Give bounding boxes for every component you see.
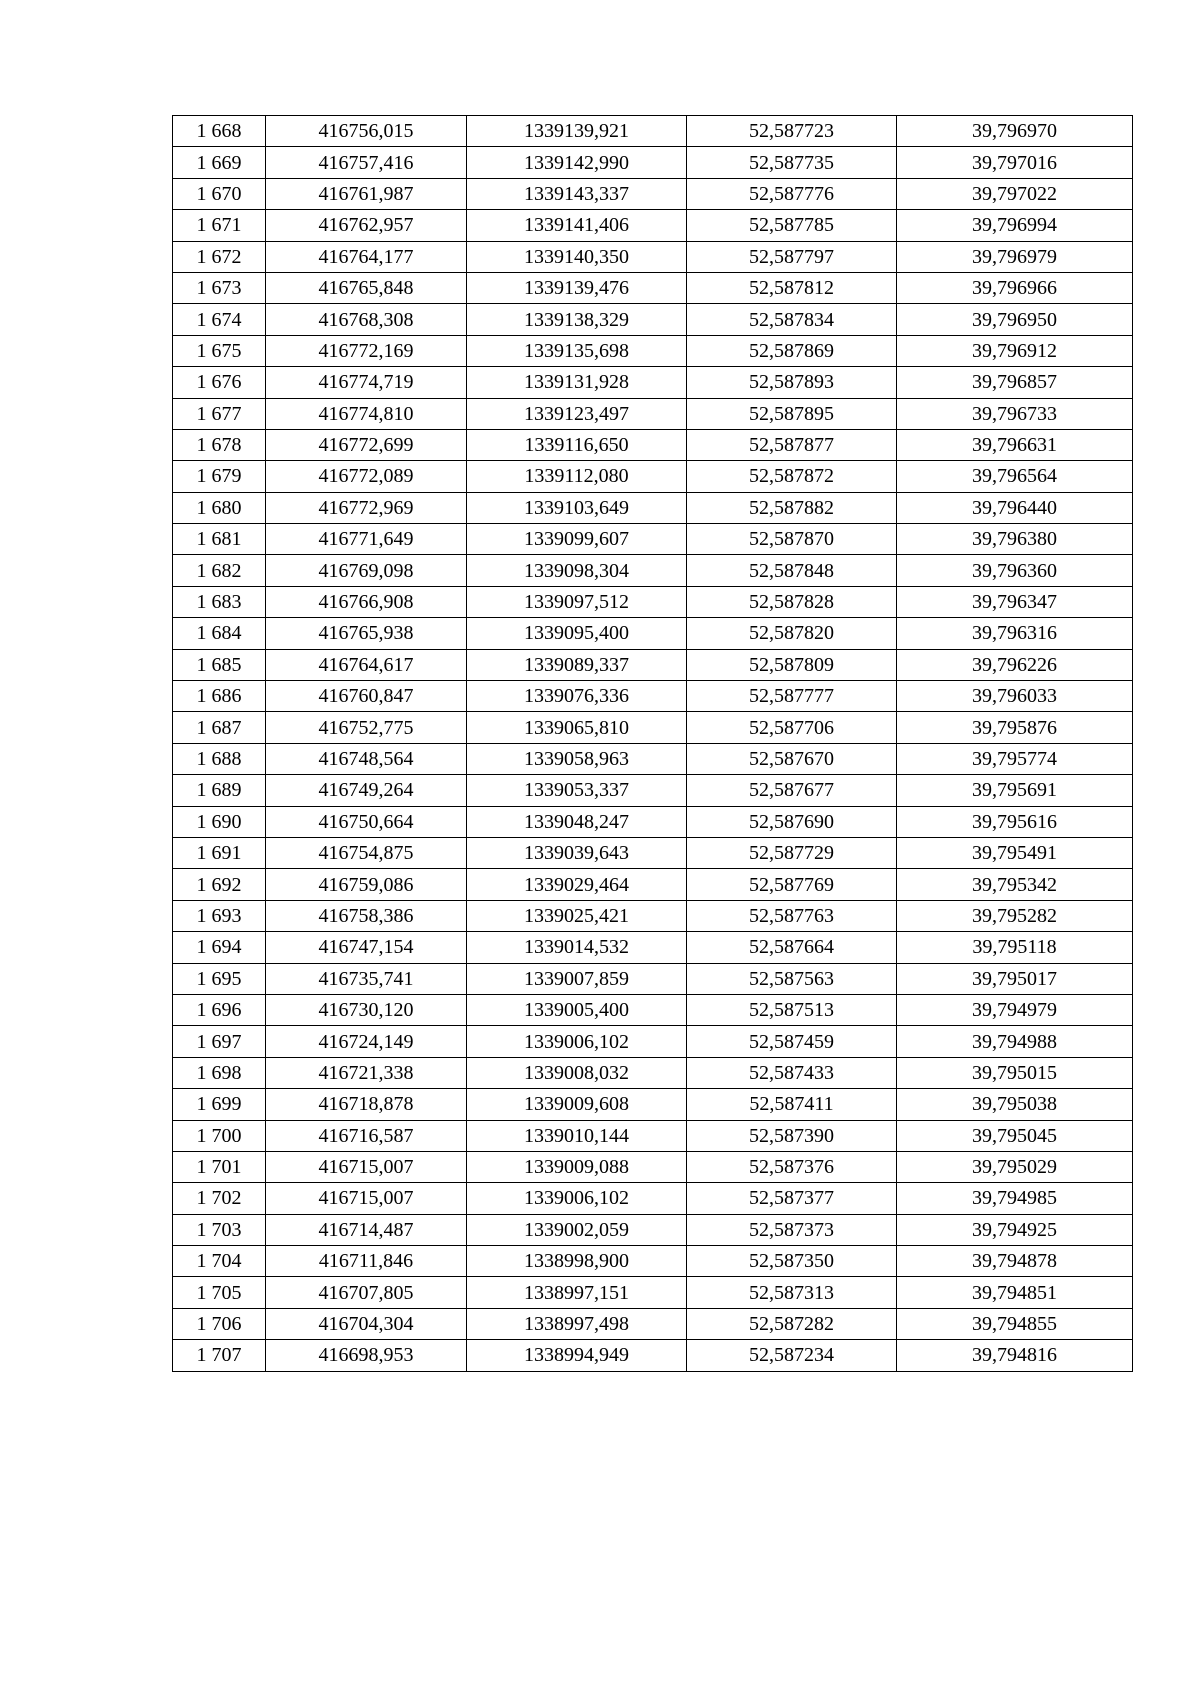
point-number-cell: 1 700 — [173, 1120, 266, 1151]
latitude-cell: 52,587872 — [687, 461, 897, 492]
table-row — [173, 1214, 1133, 1245]
point-number-cell: 1 685 — [173, 649, 266, 680]
table-row — [173, 994, 1133, 1025]
point-number-cell: 1 688 — [173, 743, 266, 774]
table-row — [173, 335, 1133, 366]
latitude-cell: 52,587848 — [687, 555, 897, 586]
longitude-cell: 39,796857 — [897, 367, 1133, 398]
latitude-cell: 52,587433 — [687, 1057, 897, 1088]
table-row — [173, 649, 1133, 680]
x-coordinate-cell: 416748,564 — [266, 743, 467, 774]
latitude-cell: 52,587513 — [687, 994, 897, 1025]
longitude-cell: 39,797022 — [897, 178, 1133, 209]
y-coordinate-cell: 1339131,928 — [467, 367, 687, 398]
point-number-cell: 1 707 — [173, 1340, 266, 1371]
latitude-cell: 52,587869 — [687, 335, 897, 366]
x-coordinate-cell: 416715,007 — [266, 1183, 467, 1214]
longitude-cell: 39,796380 — [897, 524, 1133, 555]
x-coordinate-cell: 416714,487 — [266, 1214, 467, 1245]
table-row — [173, 712, 1133, 743]
latitude-cell: 52,587809 — [687, 649, 897, 680]
coordinates-table — [172, 115, 1133, 1372]
x-coordinate-cell: 416774,810 — [266, 398, 467, 429]
point-number-cell: 1 703 — [173, 1214, 266, 1245]
longitude-cell: 39,797016 — [897, 147, 1133, 178]
coordinates-table-body — [173, 116, 1133, 1372]
table-row — [173, 367, 1133, 398]
longitude-cell: 39,796912 — [897, 335, 1133, 366]
y-coordinate-cell: 1339002,059 — [467, 1214, 687, 1245]
y-coordinate-cell: 1339138,329 — [467, 304, 687, 335]
longitude-cell: 39,796950 — [897, 304, 1133, 335]
longitude-cell: 39,795491 — [897, 837, 1133, 868]
longitude-cell: 39,796347 — [897, 586, 1133, 617]
latitude-cell: 52,587723 — [687, 116, 897, 147]
latitude-cell: 52,587350 — [687, 1246, 897, 1277]
x-coordinate-cell: 416756,015 — [266, 116, 467, 147]
x-coordinate-cell: 416698,953 — [266, 1340, 467, 1371]
latitude-cell: 52,587664 — [687, 932, 897, 963]
table-row — [173, 210, 1133, 241]
x-coordinate-cell: 416765,848 — [266, 272, 467, 303]
y-coordinate-cell: 1339141,406 — [467, 210, 687, 241]
longitude-cell: 39,795017 — [897, 963, 1133, 994]
point-number-cell: 1 668 — [173, 116, 266, 147]
latitude-cell: 52,587563 — [687, 963, 897, 994]
latitude-cell: 52,587459 — [687, 1026, 897, 1057]
longitude-cell: 39,796226 — [897, 649, 1133, 680]
latitude-cell: 52,587877 — [687, 429, 897, 460]
longitude-cell: 39,795038 — [897, 1089, 1133, 1120]
latitude-cell: 52,587729 — [687, 837, 897, 868]
x-coordinate-cell: 416769,098 — [266, 555, 467, 586]
longitude-cell: 39,796994 — [897, 210, 1133, 241]
y-coordinate-cell: 1339025,421 — [467, 900, 687, 931]
latitude-cell: 52,587870 — [687, 524, 897, 555]
longitude-cell: 39,796631 — [897, 429, 1133, 460]
point-number-cell: 1 690 — [173, 806, 266, 837]
table-row — [173, 241, 1133, 272]
x-coordinate-cell: 416768,308 — [266, 304, 467, 335]
table-row — [173, 1026, 1133, 1057]
latitude-cell: 52,587797 — [687, 241, 897, 272]
y-coordinate-cell: 1339065,810 — [467, 712, 687, 743]
point-number-cell: 1 697 — [173, 1026, 266, 1057]
point-number-cell: 1 701 — [173, 1151, 266, 1182]
x-coordinate-cell: 416749,264 — [266, 775, 467, 806]
x-coordinate-cell: 416747,154 — [266, 932, 467, 963]
longitude-cell: 39,795118 — [897, 932, 1133, 963]
y-coordinate-cell: 1338997,151 — [467, 1277, 687, 1308]
longitude-cell: 39,794816 — [897, 1340, 1133, 1371]
y-coordinate-cell: 1339099,607 — [467, 524, 687, 555]
latitude-cell: 52,587677 — [687, 775, 897, 806]
point-number-cell: 1 674 — [173, 304, 266, 335]
latitude-cell: 52,587763 — [687, 900, 897, 931]
table-row — [173, 272, 1133, 303]
y-coordinate-cell: 1339006,102 — [467, 1026, 687, 1057]
latitude-cell: 52,587893 — [687, 367, 897, 398]
y-coordinate-cell: 1339010,144 — [467, 1120, 687, 1151]
point-number-cell: 1 692 — [173, 869, 266, 900]
longitude-cell: 39,796440 — [897, 492, 1133, 523]
y-coordinate-cell: 1339009,608 — [467, 1089, 687, 1120]
table-row — [173, 837, 1133, 868]
x-coordinate-cell: 416716,587 — [266, 1120, 467, 1151]
latitude-cell: 52,587390 — [687, 1120, 897, 1151]
point-number-cell: 1 670 — [173, 178, 266, 209]
x-coordinate-cell: 416752,775 — [266, 712, 467, 743]
point-number-cell: 1 676 — [173, 367, 266, 398]
x-coordinate-cell: 416721,338 — [266, 1057, 467, 1088]
x-coordinate-cell: 416772,699 — [266, 429, 467, 460]
point-number-cell: 1 675 — [173, 335, 266, 366]
latitude-cell: 52,587282 — [687, 1308, 897, 1339]
table-row — [173, 116, 1133, 147]
table-row — [173, 1183, 1133, 1214]
y-coordinate-cell: 1339112,080 — [467, 461, 687, 492]
table-row — [173, 806, 1133, 837]
longitude-cell: 39,796733 — [897, 398, 1133, 429]
table-row — [173, 492, 1133, 523]
latitude-cell: 52,587690 — [687, 806, 897, 837]
table-row — [173, 869, 1133, 900]
y-coordinate-cell: 1339008,032 — [467, 1057, 687, 1088]
table-row — [173, 398, 1133, 429]
y-coordinate-cell: 1339006,102 — [467, 1183, 687, 1214]
longitude-cell: 39,795774 — [897, 743, 1133, 774]
x-coordinate-cell: 416750,664 — [266, 806, 467, 837]
latitude-cell: 52,587812 — [687, 272, 897, 303]
longitude-cell: 39,794855 — [897, 1308, 1133, 1339]
table-row — [173, 1057, 1133, 1088]
table-row — [173, 1308, 1133, 1339]
point-number-cell: 1 684 — [173, 618, 266, 649]
x-coordinate-cell: 416757,416 — [266, 147, 467, 178]
y-coordinate-cell: 1339039,643 — [467, 837, 687, 868]
longitude-cell: 39,795015 — [897, 1057, 1133, 1088]
y-coordinate-cell: 1339143,337 — [467, 178, 687, 209]
table-row — [173, 932, 1133, 963]
y-coordinate-cell: 1339116,650 — [467, 429, 687, 460]
table-row — [173, 461, 1133, 492]
point-number-cell: 1 681 — [173, 524, 266, 555]
table-row — [173, 900, 1133, 931]
table-row — [173, 775, 1133, 806]
table-row — [173, 681, 1133, 712]
x-coordinate-cell: 416772,089 — [266, 461, 467, 492]
x-coordinate-cell: 416707,805 — [266, 1277, 467, 1308]
point-number-cell: 1 679 — [173, 461, 266, 492]
longitude-cell: 39,796564 — [897, 461, 1133, 492]
x-coordinate-cell: 416704,304 — [266, 1308, 467, 1339]
point-number-cell: 1 696 — [173, 994, 266, 1025]
longitude-cell: 39,795029 — [897, 1151, 1133, 1182]
latitude-cell: 52,587706 — [687, 712, 897, 743]
y-coordinate-cell: 1339139,921 — [467, 116, 687, 147]
table-row — [173, 743, 1133, 774]
x-coordinate-cell: 416771,649 — [266, 524, 467, 555]
point-number-cell: 1 699 — [173, 1089, 266, 1120]
latitude-cell: 52,587834 — [687, 304, 897, 335]
x-coordinate-cell: 416772,969 — [266, 492, 467, 523]
table-row — [173, 1246, 1133, 1277]
x-coordinate-cell: 416766,908 — [266, 586, 467, 617]
point-number-cell: 1 698 — [173, 1057, 266, 1088]
point-number-cell: 1 695 — [173, 963, 266, 994]
point-number-cell: 1 669 — [173, 147, 266, 178]
longitude-cell: 39,796033 — [897, 681, 1133, 712]
longitude-cell: 39,794979 — [897, 994, 1133, 1025]
x-coordinate-cell: 416718,878 — [266, 1089, 467, 1120]
latitude-cell: 52,587313 — [687, 1277, 897, 1308]
x-coordinate-cell: 416724,149 — [266, 1026, 467, 1057]
y-coordinate-cell: 1338994,949 — [467, 1340, 687, 1371]
x-coordinate-cell: 416764,617 — [266, 649, 467, 680]
point-number-cell: 1 686 — [173, 681, 266, 712]
x-coordinate-cell: 416711,846 — [266, 1246, 467, 1277]
longitude-cell: 39,794988 — [897, 1026, 1133, 1057]
y-coordinate-cell: 1339097,512 — [467, 586, 687, 617]
latitude-cell: 52,587776 — [687, 178, 897, 209]
y-coordinate-cell: 1339098,304 — [467, 555, 687, 586]
table-row — [173, 1151, 1133, 1182]
point-number-cell: 1 694 — [173, 932, 266, 963]
y-coordinate-cell: 1338998,900 — [467, 1246, 687, 1277]
x-coordinate-cell: 416761,987 — [266, 178, 467, 209]
point-number-cell: 1 689 — [173, 775, 266, 806]
latitude-cell: 52,587373 — [687, 1214, 897, 1245]
latitude-cell: 52,587376 — [687, 1151, 897, 1182]
latitude-cell: 52,587769 — [687, 869, 897, 900]
x-coordinate-cell: 416758,386 — [266, 900, 467, 931]
latitude-cell: 52,587785 — [687, 210, 897, 241]
y-coordinate-cell: 1339076,336 — [467, 681, 687, 712]
y-coordinate-cell: 1339089,337 — [467, 649, 687, 680]
point-number-cell: 1 680 — [173, 492, 266, 523]
y-coordinate-cell: 1339142,990 — [467, 147, 687, 178]
table-row — [173, 1120, 1133, 1151]
longitude-cell: 39,796360 — [897, 555, 1133, 586]
table-row — [173, 1340, 1133, 1371]
table-row — [173, 1277, 1133, 1308]
point-number-cell: 1 702 — [173, 1183, 266, 1214]
longitude-cell: 39,795691 — [897, 775, 1133, 806]
table-row — [173, 555, 1133, 586]
table-row — [173, 304, 1133, 335]
latitude-cell: 52,587735 — [687, 147, 897, 178]
x-coordinate-cell: 416772,169 — [266, 335, 467, 366]
latitude-cell: 52,587882 — [687, 492, 897, 523]
x-coordinate-cell: 416754,875 — [266, 837, 467, 868]
latitude-cell: 52,587670 — [687, 743, 897, 774]
point-number-cell: 1 672 — [173, 241, 266, 272]
y-coordinate-cell: 1339058,963 — [467, 743, 687, 774]
point-number-cell: 1 704 — [173, 1246, 266, 1277]
y-coordinate-cell: 1339140,350 — [467, 241, 687, 272]
x-coordinate-cell: 416715,007 — [266, 1151, 467, 1182]
longitude-cell: 39,795342 — [897, 869, 1133, 900]
longitude-cell: 39,794985 — [897, 1183, 1133, 1214]
table-row — [173, 1089, 1133, 1120]
table-row — [173, 524, 1133, 555]
table-row — [173, 147, 1133, 178]
x-coordinate-cell: 416774,719 — [266, 367, 467, 398]
y-coordinate-cell: 1339103,649 — [467, 492, 687, 523]
x-coordinate-cell: 416765,938 — [266, 618, 467, 649]
table-row — [173, 429, 1133, 460]
point-number-cell: 1 691 — [173, 837, 266, 868]
longitude-cell: 39,795876 — [897, 712, 1133, 743]
point-number-cell: 1 705 — [173, 1277, 266, 1308]
table-row — [173, 178, 1133, 209]
longitude-cell: 39,794851 — [897, 1277, 1133, 1308]
y-coordinate-cell: 1339007,859 — [467, 963, 687, 994]
point-number-cell: 1 678 — [173, 429, 266, 460]
point-number-cell: 1 682 — [173, 555, 266, 586]
latitude-cell: 52,587777 — [687, 681, 897, 712]
y-coordinate-cell: 1339009,088 — [467, 1151, 687, 1182]
latitude-cell: 52,587820 — [687, 618, 897, 649]
y-coordinate-cell: 1339005,400 — [467, 994, 687, 1025]
x-coordinate-cell: 416730,120 — [266, 994, 467, 1025]
longitude-cell: 39,796966 — [897, 272, 1133, 303]
longitude-cell: 39,796979 — [897, 241, 1133, 272]
latitude-cell: 52,587234 — [687, 1340, 897, 1371]
y-coordinate-cell: 1339053,337 — [467, 775, 687, 806]
y-coordinate-cell: 1339139,476 — [467, 272, 687, 303]
point-number-cell: 1 677 — [173, 398, 266, 429]
longitude-cell: 39,796316 — [897, 618, 1133, 649]
x-coordinate-cell: 416762,957 — [266, 210, 467, 241]
point-number-cell: 1 687 — [173, 712, 266, 743]
longitude-cell: 39,795045 — [897, 1120, 1133, 1151]
table-row — [173, 586, 1133, 617]
y-coordinate-cell: 1339095,400 — [467, 618, 687, 649]
point-number-cell: 1 706 — [173, 1308, 266, 1339]
longitude-cell: 39,794878 — [897, 1246, 1133, 1277]
longitude-cell: 39,794925 — [897, 1214, 1133, 1245]
x-coordinate-cell: 416759,086 — [266, 869, 467, 900]
point-number-cell: 1 693 — [173, 900, 266, 931]
table-row — [173, 963, 1133, 994]
y-coordinate-cell: 1339014,532 — [467, 932, 687, 963]
point-number-cell: 1 671 — [173, 210, 266, 241]
longitude-cell: 39,795282 — [897, 900, 1133, 931]
longitude-cell: 39,796970 — [897, 116, 1133, 147]
y-coordinate-cell: 1339029,464 — [467, 869, 687, 900]
point-number-cell: 1 673 — [173, 272, 266, 303]
point-number-cell: 1 683 — [173, 586, 266, 617]
latitude-cell: 52,587895 — [687, 398, 897, 429]
y-coordinate-cell: 1338997,498 — [467, 1308, 687, 1339]
table-row — [173, 618, 1133, 649]
y-coordinate-cell: 1339048,247 — [467, 806, 687, 837]
longitude-cell: 39,795616 — [897, 806, 1133, 837]
latitude-cell: 52,587828 — [687, 586, 897, 617]
y-coordinate-cell: 1339123,497 — [467, 398, 687, 429]
y-coordinate-cell: 1339135,698 — [467, 335, 687, 366]
latitude-cell: 52,587411 — [687, 1089, 897, 1120]
x-coordinate-cell: 416735,741 — [266, 963, 467, 994]
x-coordinate-cell: 416760,847 — [266, 681, 467, 712]
latitude-cell: 52,587377 — [687, 1183, 897, 1214]
x-coordinate-cell: 416764,177 — [266, 241, 467, 272]
